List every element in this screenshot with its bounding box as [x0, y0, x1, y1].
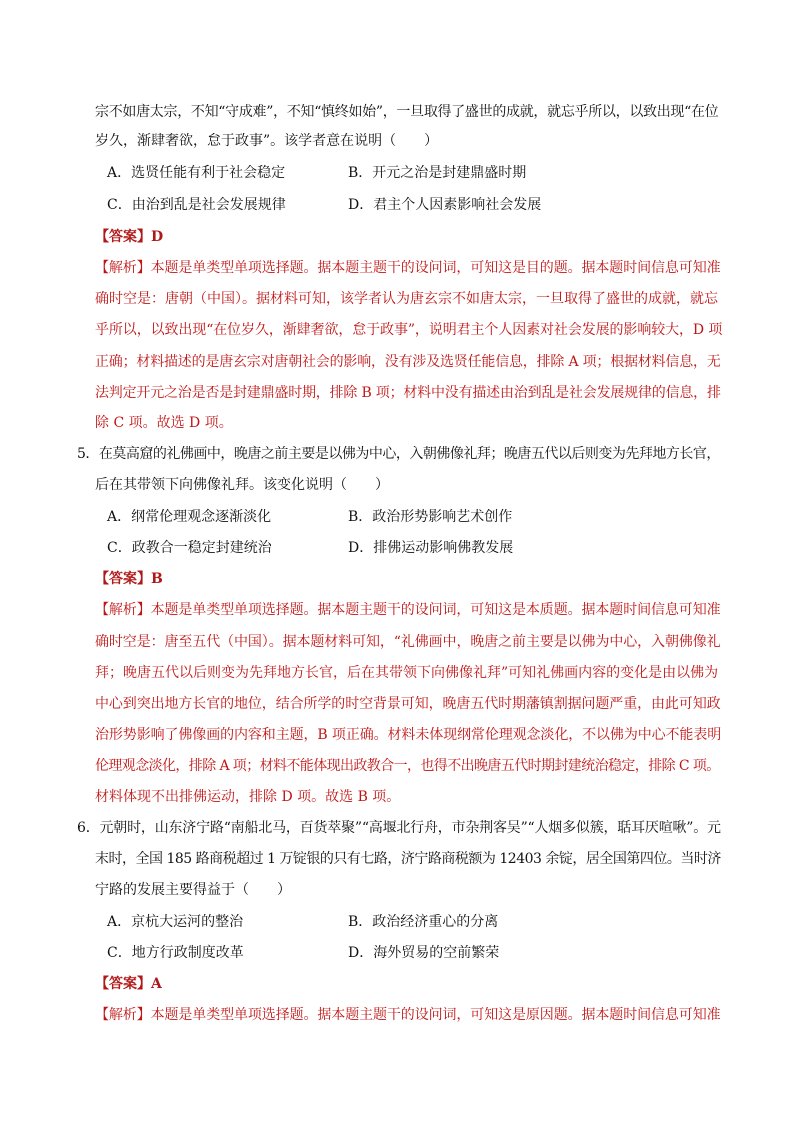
q4-stem-line-1: 宗不如唐太宗，不知“守成难”，不知“慎终如始”，一旦取得了盛世的成就，就忘乎所以，以致出现“在位: [95, 104, 719, 120]
q5-answer: [95, 569, 163, 589]
q6-analysis-line-1: 【解析】本题是单类型单项选择题。据本题主题干的设问词，可知这是原因题。据本题时间信息可知准: [95, 1007, 721, 1023]
q4-analysis-line-6: 除 C 项。故选 D 项。: [95, 415, 233, 431]
q4-answer: [95, 227, 163, 247]
q4-analysis-line-4: 正确；材料描述的是唐玄宗对唐朝社会的影响，没有涉及选贤任能信息，排除 A 项；根据材料信息，无: [95, 354, 721, 370]
q4-analysis-line-2: 确时空是：唐朝（中国）。据材料可知，该学者认为唐玄宗不如唐太宗，一旦取得了盛世的成就，就忘: [95, 291, 718, 307]
q6-answer-value: A: [151, 976, 162, 992]
q5-stem-line-1: 5．在莫高窟的礼佛画中，晚唐之前主要是以佛为中心，入朝佛像礼拜；晚唐五代以后则变为先拜地方长官，: [77, 446, 720, 462]
q5-answer-value: B: [151, 571, 163, 587]
q4-option-b: B．开元之治是封建鼎盛时期: [348, 165, 527, 181]
q5-analysis-line-5: 治形势影响了佛像画的内容和主题，B 项正确。材料未体现纲常伦理观念淡化，不以佛为中心不能表明: [95, 727, 722, 743]
q5-analysis-line-4: 中心到突出地方长官的地位，结合所学的时空背景可知，晚唐五代时期藩镇割据问题严重，由此可知政: [95, 696, 721, 712]
q5-answer-tag: 【答案】: [95, 571, 151, 587]
q5-option-b: B．政治形势影响艺术创作: [348, 509, 513, 525]
q4-option-a: A．选贤任能有利于社会稳定: [107, 165, 286, 181]
q4-analysis-line-3: 乎所以，以致出现“在位岁久，渐肆奢欲，怠于政事”，说明君主个人因素对社会发展的影响较大，D 项: [95, 322, 723, 338]
q5-analysis-line-7: 材料体现不出排佛运动，排除 D 项。故选 B 项。: [95, 789, 401, 805]
q4-option-c: C．由治到乱是社会发展规律: [107, 197, 286, 213]
q6-answer: [95, 974, 162, 994]
q4-stem-line-2: 岁久，渐肆奢欲，怠于政事”。该学者意在说明（ ）: [95, 133, 439, 149]
q5-option-a: A．纲常伦理观念逐渐淡化: [107, 509, 272, 525]
q5-analysis-line-6: 伦理观念淡化，排除 A 项；材料不能体现出政教合一，也得不出晚唐五代时期封建统治稳定，排除 C 项。: [95, 758, 720, 774]
q6-option-b: B．政治经济重心的分离: [348, 914, 499, 930]
q5-stem-line-2: 后在其带领下向佛像礼拜。该变化说明（ ）: [95, 477, 389, 493]
q6-stem-line-1: 6．元朝时，山东济宁路“南船北马，百货萃聚”“高堰北行舟，市杂荆客吴”“人烟多似簇，聒耳厌喧啾”。元: [77, 820, 721, 836]
q6-option-c: C．地方行政制度改革: [107, 945, 244, 961]
q6-option-d: D．海外贸易的空前繁荣: [348, 945, 500, 961]
q4-answer-tag: 【答案】: [95, 229, 151, 245]
q5-analysis-line-1: 【解析】本题是单类型单项选择题。据本题主题干的设问词，可知这是本质题。据本题时间信息可知准: [95, 602, 721, 618]
q4-answer-value: D: [151, 229, 164, 245]
q6-option-a: A．京杭大运河的整治: [107, 914, 244, 930]
q6-stem-line-2: 末时，全国 185 路商税超过 1 万锭银的只有七路，济宁路商税额为 12403 余锭，居全国第四位。当时济: [95, 851, 721, 867]
q5-option-d: D．排佛运动影响佛教发展: [348, 540, 514, 556]
q4-analysis-line-5: 法判定开元之治是否是封建鼎盛时期，排除 B 项；材料中没有描述由治到乱是社会发展规律的信息，排: [95, 385, 721, 401]
q6-answer-tag: 【答案】: [95, 976, 151, 992]
q4-analysis-line-1: 【解析】本题是单类型单项选择题。据本题主题干的设问词，可知这是目的题。据本题时间信息可知准: [95, 260, 721, 276]
q5-analysis-line-2: 确时空是：唐至五代（中国）。据本题材料可知，“礼佛画中，晚唐之前主要是以佛为中心，入朝佛像礼: [95, 634, 721, 650]
q6-stem-line-3: 宁路的发展主要得益于（ ）: [95, 882, 291, 898]
q5-analysis-line-3: 拜；晚唐五代以后则变为先拜地方长官，后在其带领下向佛像礼拜”可知礼佛画内容的变化是由以佛为: [95, 665, 719, 681]
q4-option-d: D．君主个人因素影响社会发展: [348, 197, 542, 213]
q5-option-c: C．政教合一稳定封建统治: [107, 540, 272, 556]
